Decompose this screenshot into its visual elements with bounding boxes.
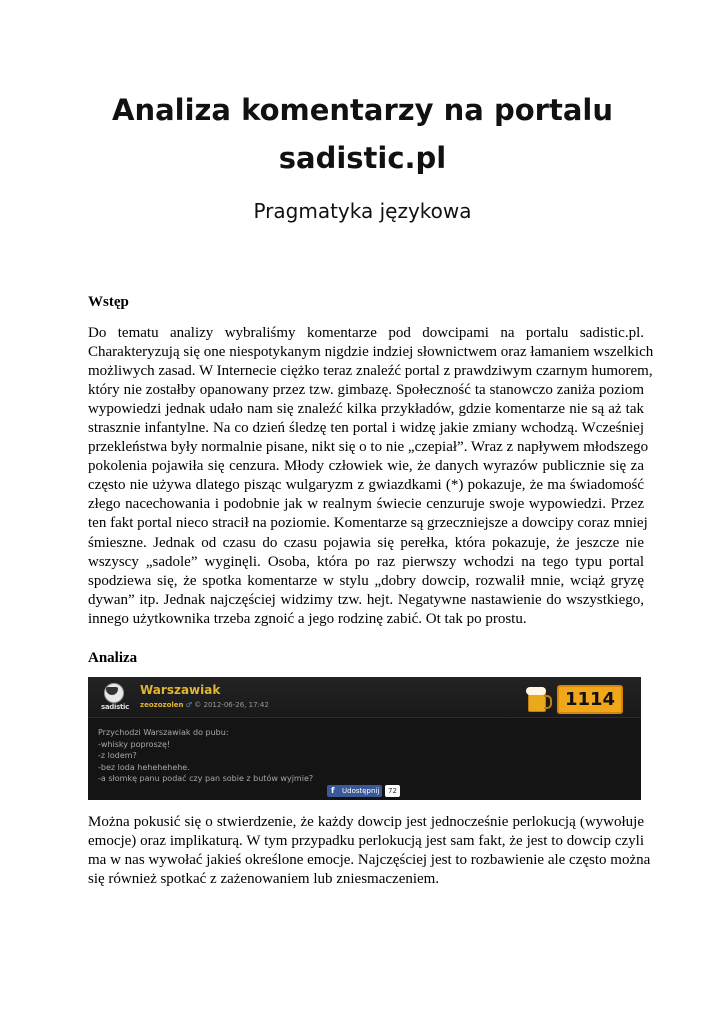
paragraph-line: śmieszne. Jednak od czasu do czasu pojawia się perełka, która pokazuje, że jeszcze nie bbox=[88, 534, 644, 551]
beer-icon bbox=[526, 685, 552, 711]
paragraph-line: złego nacechowania i podobnie jak w realnym świecie cenzuruje swoje wypowiedzi. Przez bbox=[88, 496, 644, 513]
paragraph-line: emocje) oraz implikaturą. W tym przypadku perlokucją jest sam fakt, że jest to dowcip czyli bbox=[88, 833, 644, 850]
male-sign-icon: ♂ bbox=[185, 701, 193, 709]
joke-date: © 2012-06-26, 17:42 bbox=[194, 701, 269, 709]
joke-header bbox=[88, 677, 641, 718]
paragraph-line: ten fakt portal nieco stracił na poziomie. Komentarze są grzeczniejsze a dowcipy coraz mniej bbox=[88, 515, 648, 532]
joke-line: -z lodem? bbox=[98, 751, 137, 760]
analysis-heading: Analiza bbox=[88, 650, 138, 666]
paragraph-line: wypowiedzi jednak udało nam się znaleźć kilka przykładów, gdzie komentarze nie są aż tak bbox=[88, 401, 644, 418]
document-subtitle: Pragmatyka językowa bbox=[253, 199, 472, 223]
sadistic-logo bbox=[101, 683, 129, 713]
paragraph-line: Do tematu analizy wybraliśmy komentarze pod dowcipami na portalu sadistic.pl. bbox=[88, 325, 644, 341]
joke-text bbox=[98, 727, 313, 785]
joke-line: Przychodzi Warszawiak do pubu: bbox=[98, 728, 229, 737]
facebook-share-button bbox=[327, 785, 382, 797]
score-badge: 1114 bbox=[557, 685, 623, 714]
document-title-line-1: Analiza komentarzy na portalu bbox=[112, 93, 613, 127]
paragraph-line: przekleństwa były normalnie pisane, nikt się o to nie „czepiał”. Wraz z napływem młodszego bbox=[88, 439, 649, 456]
paragraph-line: wszyscy „sadole” wyginęli. Osoba, która po raz pierwszy wchodzi na tego typu portal bbox=[88, 553, 644, 570]
joke-line: -a słomkę panu podać czy pan sobie z butów wyjmie? bbox=[98, 774, 314, 783]
joke-line: -whisky poproszę! bbox=[98, 739, 171, 749]
paragraph-line: często nie używa dlatego pisząc wulgaryzm z gwiazdkami (*) pokazuje, że ma świadomość bbox=[88, 477, 644, 494]
share-count: 72 bbox=[385, 785, 400, 797]
paragraph-line: się również spotkać z zażenowaniem lub zniesmaczeniem. bbox=[88, 871, 440, 888]
paragraph-line: spodziewa się, że spotka komentarze w stylu „dobry dowcip, rozwalił mnie, wciąż gryzę bbox=[88, 572, 644, 589]
paragraph-line: Można pokusić się o stwierdzenie, że każdy dowcip jest jednocześnie perlokucją (wywołuje bbox=[88, 814, 644, 830]
joke-meta bbox=[140, 701, 269, 709]
intro-paragraph bbox=[88, 324, 654, 629]
paragraph-line: pokolenia pojawiła się cenzura. Młody człowiek wie, że danych wyrazów publicznie się za bbox=[88, 458, 644, 475]
paragraph-line: Charakteryzują się one niespotykanym nigdzie indziej słownictwem oraz łamaniem wszelkich bbox=[88, 344, 654, 361]
document-title-line-2: sadistic.pl bbox=[278, 141, 447, 175]
joke-username: zeozozolen bbox=[140, 701, 184, 709]
analysis-paragraph bbox=[88, 813, 651, 889]
paragraph-line: ma w nas wywołać jakieś określone emocje. Najczęściej jest to rozbawienie ale często można bbox=[88, 852, 651, 869]
paragraph-line: dywan” itp. Jednak najczęściej widzimy tzw. hejt. Negatywne nastawienie do wszystkiego, bbox=[88, 591, 644, 608]
facebook-icon: f bbox=[331, 786, 335, 795]
share-label: Udostępnij bbox=[342, 787, 380, 795]
paragraph-line: który nie zostałby opanowany przez tzw. gimbazę. Społeczność ta stanowczo zaniża poziom bbox=[88, 382, 644, 399]
joke-line: -bez loda hehehehehe. bbox=[98, 762, 190, 772]
joke-screenshot bbox=[88, 677, 641, 800]
logo-text: sadistic bbox=[101, 703, 129, 711]
paragraph-line: możliwych zasad. W Internecie ciężko teraz znaleźć portal z prawdziwym czarnym humorem, bbox=[88, 363, 653, 380]
joke-author: Warszawiak bbox=[140, 683, 221, 697]
intro-heading: Wstęp bbox=[88, 294, 129, 310]
paragraph-line: strasznie infantylne. Na co dzień śledzę ten portal i widzę jakie zmiany wchodzą. Wcześniej bbox=[88, 420, 644, 437]
paragraph-line: innego użytkownika trzeba zgnoić a jego rodzinę zabić. Ot tak po prostu. bbox=[88, 610, 527, 627]
